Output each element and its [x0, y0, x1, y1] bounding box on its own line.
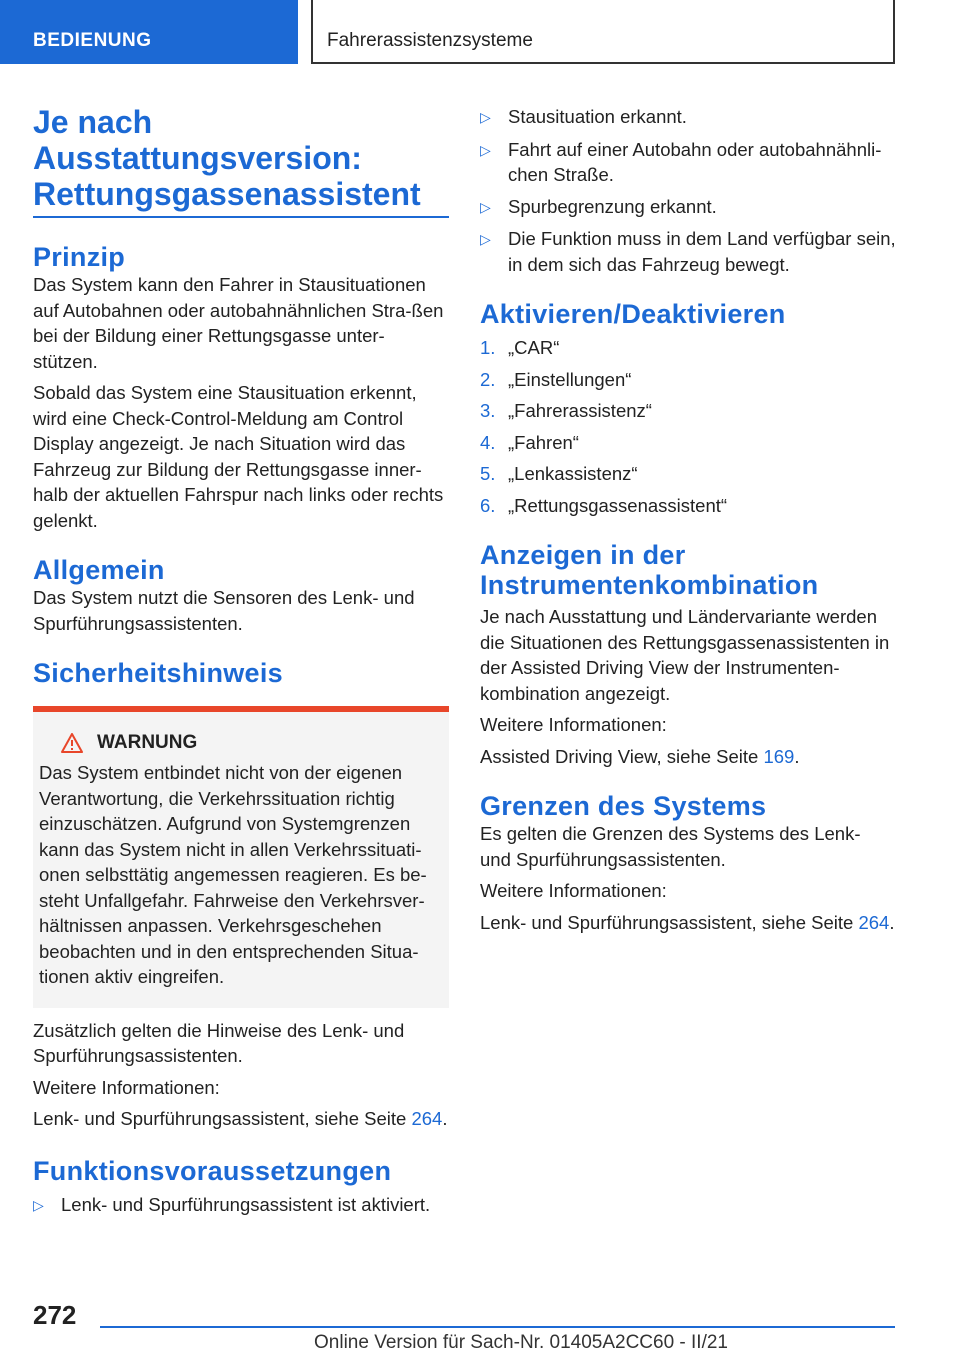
step-number: 6. — [480, 494, 496, 516]
step-item — [480, 430, 896, 456]
anzeigen-heading: Anzeigen in der Instrumentenkombination — [480, 540, 819, 600]
bullet-item — [480, 194, 896, 221]
page-link-264[interactable]: 264 — [411, 1108, 443, 1129]
step-item — [480, 335, 896, 361]
bullet-triangle-icon: ▷ — [33, 1196, 44, 1213]
sicherheit-reference — [33, 1106, 449, 1132]
step-item — [480, 493, 896, 519]
sicherheit-paragraph-2: Weitere Informationen: — [33, 1076, 220, 1098]
bullet-item — [480, 226, 896, 277]
bullet-text: Die Funktion muss in dem Land verfügbar sein, in dem sich das Fahrzeug bewegt. — [508, 228, 896, 275]
bullet-text: Spurbegrenzung erkannt. — [508, 195, 717, 217]
footer-divider — [100, 1326, 895, 1328]
step-text: „CAR“ — [508, 337, 560, 358]
warning-box — [33, 706, 449, 1008]
bullet-triangle-icon: ▷ — [480, 198, 491, 215]
funktion-heading: Funktionsvoraussetzungen — [33, 1155, 392, 1186]
step-text: „Lenkassistenz“ — [508, 463, 638, 484]
bullet-text: Lenk- und Spurführungsassistent ist aktiviert. — [61, 1193, 431, 1215]
footer-text: Online Version für Sach-Nr. 01405A2CC60 - II/21 — [314, 1332, 729, 1353]
bullet-triangle-icon: ▷ — [480, 231, 491, 247]
step-text: „Fahren“ — [508, 431, 579, 453]
page-title: Je nach Ausstattungsversion: Rettungsgassenassistent — [33, 104, 449, 218]
bullet-triangle-icon: ▷ — [480, 109, 491, 125]
page-link-264[interactable]: 264 — [858, 911, 890, 933]
header-chapter-label: Fahrerassistenzsysteme — [327, 30, 533, 51]
bullet-item — [33, 1192, 449, 1219]
anzeigen-paragraph-1: Je nach Ausstattung und Ländervariante werden die Situationen des Rettungsgassenassistenten in der Assisted Driving View der Instrumenten-kombination angezeigt. — [480, 606, 890, 704]
bullet-triangle-icon: ▷ — [480, 141, 491, 158]
bullet-text: Fahrt auf einer Autobahn oder autobahnähnli-chen Straße. — [508, 138, 882, 185]
prinzip-heading: Prinzip — [33, 242, 126, 272]
page-number: 272 — [33, 1300, 77, 1330]
header-chapter-tab — [311, 0, 895, 64]
anzeigen-reference-end: . — [794, 745, 800, 767]
sicherheit-reference-text: Lenk- und Spurführungsassistent, siehe Seite — [33, 1108, 412, 1129]
step-item — [480, 398, 896, 424]
grenzen-reference — [480, 910, 896, 936]
prinzip-paragraph-1: Das System kann den Fahrer in Stausituationen auf Autobahnen oder autobahnähnlichen Stra-ßen bei der Bildung einer Rettungsgasse unter-stützen. — [33, 274, 444, 372]
aktivieren-heading: Aktivieren/Deaktivieren — [480, 299, 786, 329]
bullet-item — [480, 137, 896, 188]
grenzen-reference-end: . — [889, 911, 895, 933]
header-section-label: BEDIENUNG — [33, 30, 152, 51]
warning-text: Das System entbindet nicht von der eigenen Verantwortung, die Verkehrssituation richtig einzuschätzen. Aufgrund von Systemgrenzen kann das System nicht in allen Verkehrssituati-onen selbsttätig angemessen reagieren. Es be-steht Unfallgefahr. Fahrweise den Verkehrsver-hältnissen anpassen. Verkehrsgeschehen beobachten und in den entsprechenden Situa-tionen aktiv eingreifen. — [39, 762, 427, 987]
step-text: „Rettungsgassenassistent“ — [508, 494, 728, 516]
step-item — [480, 367, 896, 393]
grenzen-reference-text: Lenk- und Spurführungsassistent, siehe Seite — [480, 911, 859, 933]
step-number: 4. — [480, 431, 496, 453]
sicherheit-paragraph-1: Zusätzlich gelten die Hinweise des Lenk- und Spurführungsassistenten. — [33, 1019, 405, 1066]
page-link-169[interactable]: 169 — [763, 745, 795, 767]
header-section-tab — [0, 0, 298, 64]
grenzen-heading: Grenzen des Systems — [480, 791, 767, 821]
bullet-item — [480, 104, 896, 131]
grenzen-paragraph-1: Es gelten die Grenzen des Systems des Lenk- und Spurführungsassistenten. — [480, 823, 861, 870]
anzeigen-paragraph-2: Weitere Informationen: — [480, 714, 667, 735]
anzeigen-reference-text: Assisted Driving View, siehe Seite — [480, 745, 764, 767]
prinzip-paragraph-2: Sobald das System eine Stausituation erkennt, wird eine Check-Control-Meldung am Control Display angezeigt. Je nach Situation wird das Fahrzeug zur Bildung der Rettungsgasse inner-halb der aktuellen Fahrspur nach links oder rechts gelenkt. — [33, 382, 444, 531]
sicherheit-heading: Sicherheitshinweis — [33, 658, 283, 688]
anzeigen-reference — [480, 744, 896, 770]
warning-label: WARNUNG — [97, 732, 198, 753]
step-item — [480, 461, 896, 487]
step-number: 5. — [480, 463, 496, 484]
bullet-text: Stausituation erkannt. — [508, 106, 687, 127]
step-text: „Fahrerassistenz“ — [508, 400, 652, 421]
grenzen-paragraph-2: Weitere Informationen: — [480, 880, 667, 901]
warning-triangle-icon — [61, 733, 83, 753]
step-text: „Einstellungen“ — [508, 368, 632, 390]
step-number: 2. — [480, 368, 496, 390]
allgemein-heading: Allgemein — [33, 555, 165, 585]
right-column — [480, 104, 896, 935]
step-number: 3. — [480, 400, 496, 421]
sicherheit-reference-end: . — [442, 1108, 448, 1129]
left-column — [33, 100, 449, 1218]
allgemein-paragraph: Das System nutzt die Sensoren des Lenk- und Spurführungsassistenten. — [33, 587, 415, 634]
warning-header — [61, 732, 437, 754]
step-number: 1. — [480, 337, 496, 358]
